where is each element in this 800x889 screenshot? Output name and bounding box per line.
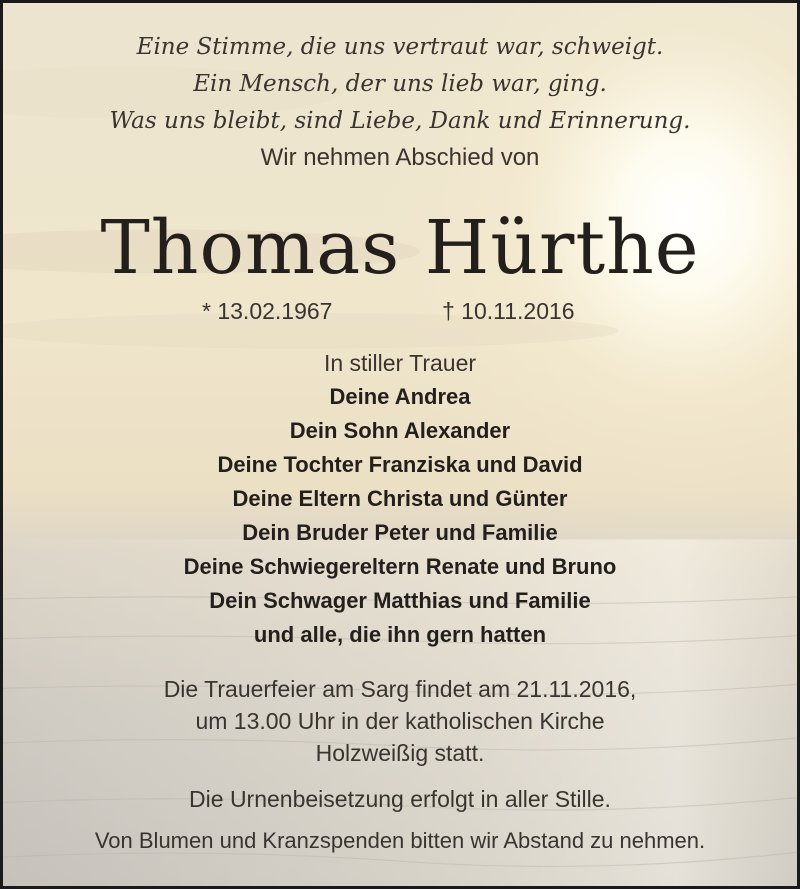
funeral-service-info (3, 673, 797, 769)
death-date: † 10.11.2016 (442, 298, 575, 324)
mourner-entry: und alle, die ihn gern hatten (253, 622, 547, 647)
poem-line: Eine Stimme, die uns vertraut war, schweigt. (136, 34, 664, 60)
mourner-entry: Dein Bruder Peter und Familie (242, 520, 558, 545)
mourner-entry: Dein Schwager Matthias und Familie (209, 588, 591, 613)
birth-date: * 13.02.1967 (202, 298, 333, 324)
deceased-name: Thomas Hürthe (100, 205, 700, 291)
service-line: Die Trauerfeier am Sarg findet am 21.11.2016, (163, 676, 637, 702)
service-line: um 13.00 Uhr in der katholischen Kirche (195, 708, 605, 734)
mourner-entry: Deine Tochter Franziska und David (217, 452, 583, 477)
poem-line: Ein Mensch, der uns lieb war, ging. (193, 71, 607, 97)
mourners-list (3, 380, 797, 652)
farewell-intro: Wir nehmen Abschied von (260, 144, 540, 171)
flowers-note: Von Blumen und Kranzspenden bitten wir Abstand zu nehmen. (94, 828, 706, 853)
urn-burial-note: Die Urnenbeisetzung erfolgt in aller Stille. (189, 786, 611, 812)
mourner-entry: Deine Schwiegereltern Renate und Bruno (183, 554, 617, 579)
service-line: Holzweißig statt. (315, 740, 485, 766)
mourner-entry: Deine Eltern Christa und Günter (232, 486, 568, 511)
poem (3, 29, 797, 140)
mourner-entry: Dein Sohn Alexander (289, 418, 511, 443)
poem-line: Was uns bleibt, sind Liebe, Dank und Erinnerung. (109, 108, 691, 134)
mourner-entry: Deine Andrea (329, 384, 471, 409)
mourning-label: In stiller Trauer (323, 350, 477, 376)
